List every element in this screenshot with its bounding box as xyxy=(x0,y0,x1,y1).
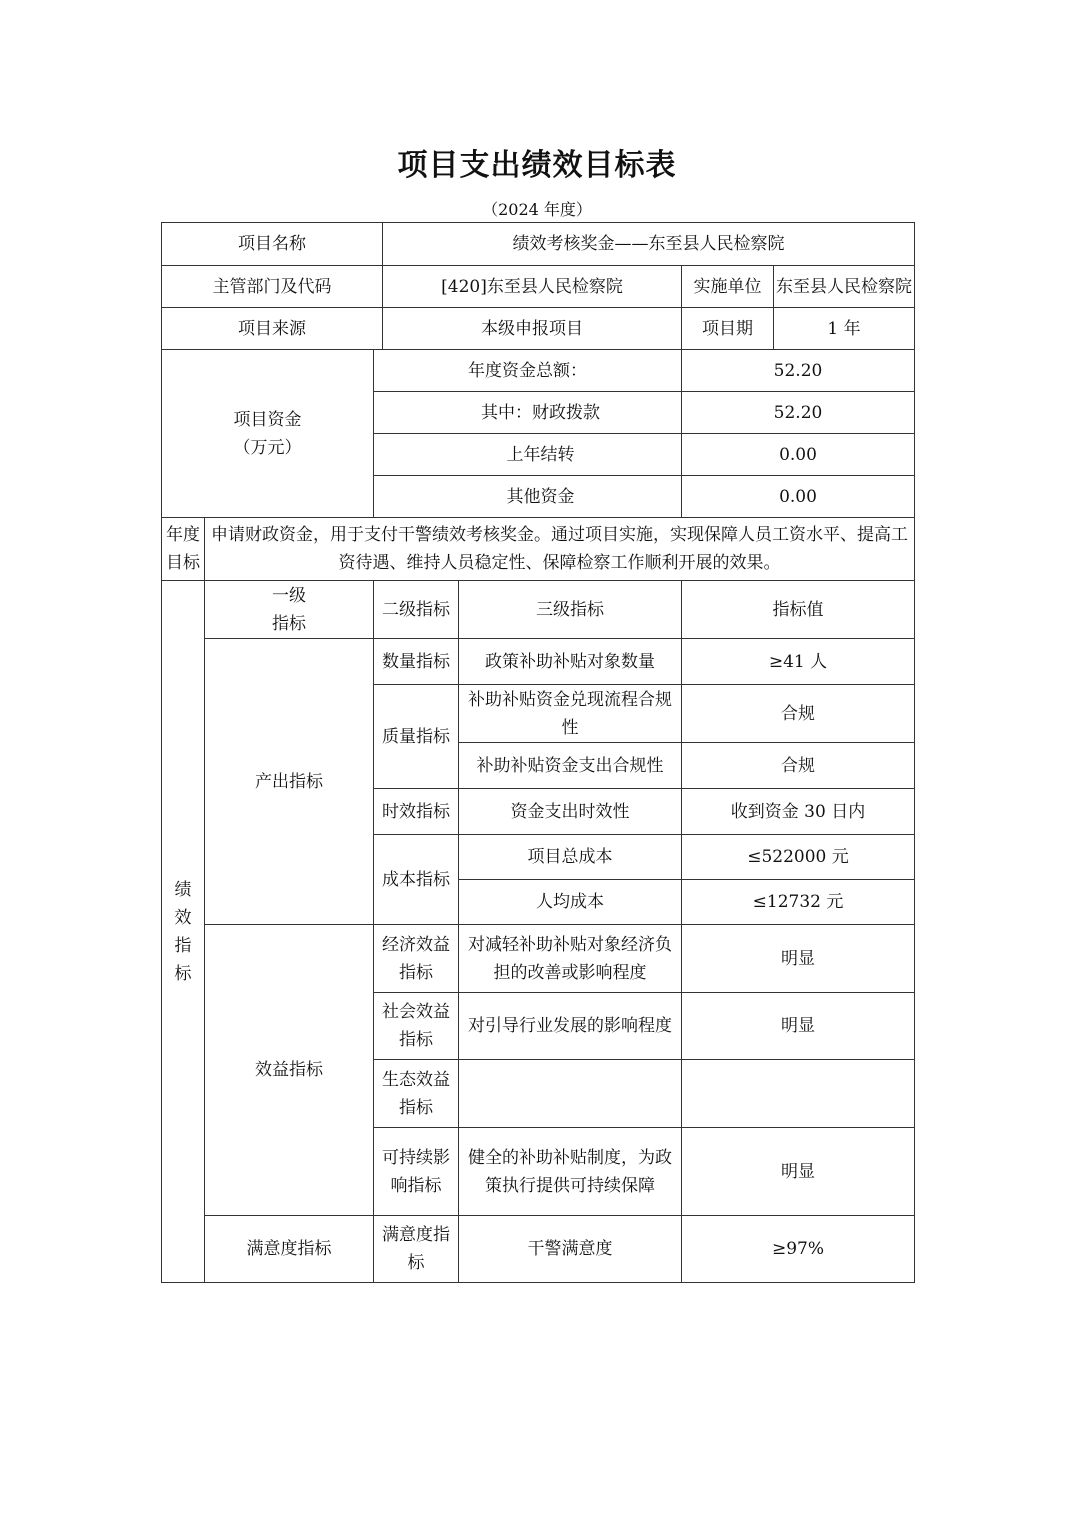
satisfaction-indicator: 满意度指标 xyxy=(205,1216,374,1283)
header-level1: 一级指标 xyxy=(272,585,306,634)
row-dept xyxy=(162,266,915,308)
page-title: 项目支出绩效目标表 xyxy=(397,148,677,183)
l3-cell: 对减轻补助补贴对象经济负担的改善或影响程度 xyxy=(459,925,682,993)
row-source xyxy=(162,308,915,350)
funds-other-label: 其他资金 xyxy=(374,476,682,518)
table-row xyxy=(162,925,915,993)
impl-unit-label: 实施单位 xyxy=(682,266,774,308)
value-cell: 合规 xyxy=(682,743,915,789)
satisfaction-level2: 满意度指标 xyxy=(374,1216,459,1283)
dept-value: [420]东至县人民检察院 xyxy=(383,266,682,308)
row-annual-goal xyxy=(162,518,915,581)
output-indicator: 产出指标 xyxy=(205,639,374,925)
performance-table xyxy=(161,222,915,1283)
quantity-indicator: 数量指标 xyxy=(374,639,459,685)
l3-cell: 补助补贴资金兑现流程合规性 xyxy=(459,685,682,743)
header-level1-cell xyxy=(205,581,374,639)
source-value: 本级申报项目 xyxy=(383,308,682,350)
value-cell: ≤522000 元 xyxy=(682,835,915,880)
ecological-indicator: 生态效益指标 xyxy=(374,1060,459,1128)
row-project-name xyxy=(162,223,915,266)
annual-goal-label: 年度目标 xyxy=(166,525,200,573)
funds-label-cell xyxy=(162,350,374,518)
funds-fiscal-value: 52.20 xyxy=(682,392,915,434)
funds-unit: （万元） xyxy=(233,437,302,458)
cost-indicator: 成本指标 xyxy=(374,835,459,925)
annual-goal-text: 申请财政资金，用于支付干警绩效考核奖金。通过项目实施，实现保障人员工资水平、提高工资待遇、维持人员稳定性、保障检察工作顺利开展的效果。 xyxy=(205,518,915,581)
annual-goal-label-cell xyxy=(162,518,205,581)
l3-cell: 政策补助补贴对象数量 xyxy=(459,639,682,685)
table-row xyxy=(162,639,915,685)
value-cell: 明显 xyxy=(682,1128,915,1216)
economic-indicator: 经济效益指标 xyxy=(374,925,459,993)
value-cell: ≤12732 元 xyxy=(682,880,915,925)
l3-cell: 项目总成本 xyxy=(459,835,682,880)
l3-cell: 人均成本 xyxy=(459,880,682,925)
value-cell: ≥41 人 xyxy=(682,639,915,685)
value-cell: 收到资金 30 日内 xyxy=(682,789,915,835)
benefit-indicator: 效益指标 xyxy=(205,925,374,1216)
l3-cell: 补助补贴资金支出合规性 xyxy=(459,743,682,789)
funds-carryover-label: 上年结转 xyxy=(374,434,682,476)
funds-fiscal-label: 其中：财政拨款 xyxy=(374,392,682,434)
value-cell: 合规 xyxy=(682,685,915,743)
row-funds-total xyxy=(162,350,915,392)
header-level2: 二级指标 xyxy=(374,581,459,639)
header-level3: 三级指标 xyxy=(459,581,682,639)
sustainable-indicator: 可持续影响指标 xyxy=(374,1128,459,1216)
funds-total-label: 年度资金总额： xyxy=(374,350,682,392)
funds-total-value: 52.20 xyxy=(682,350,915,392)
l3-cell: 资金支出时效性 xyxy=(459,789,682,835)
header-value: 指标值 xyxy=(682,581,915,639)
row-perf-header xyxy=(162,581,915,639)
project-name-value: 绩效考核奖金——东至县人民检察院 xyxy=(383,223,915,266)
value-cell: 明显 xyxy=(682,925,915,993)
table-row xyxy=(162,1216,915,1283)
value-cell: ≥97% xyxy=(682,1216,915,1283)
year-subtitle: （2024 年度） xyxy=(482,200,592,219)
value-cell: 明显 xyxy=(682,993,915,1060)
social-indicator: 社会效益指标 xyxy=(374,993,459,1060)
source-label: 项目来源 xyxy=(162,308,383,350)
impl-unit-value: 东至县人民检察院 xyxy=(774,266,915,308)
l3-cell: 对引导行业发展的影响程度 xyxy=(459,993,682,1060)
funds-carryover-value: 0.00 xyxy=(682,434,915,476)
period-value: 1 年 xyxy=(774,308,915,350)
l3-cell xyxy=(459,1060,682,1128)
perf-label: 绩效指标 xyxy=(174,879,192,984)
period-label: 项目期 xyxy=(682,308,774,350)
quality-indicator: 质量指标 xyxy=(374,685,459,789)
perf-label-cell xyxy=(162,581,205,1283)
l3-cell: 干警满意度 xyxy=(459,1216,682,1283)
dept-label: 主管部门及代码 xyxy=(162,266,383,308)
funds-label: 项目资金 xyxy=(233,409,302,430)
value-cell xyxy=(682,1060,915,1128)
l3-cell: 健全的补助补贴制度，为政策执行提供可持续保障 xyxy=(459,1128,682,1216)
timeliness-indicator: 时效指标 xyxy=(374,789,459,835)
funds-other-value: 0.00 xyxy=(682,476,915,518)
project-name-label: 项目名称 xyxy=(162,223,383,266)
